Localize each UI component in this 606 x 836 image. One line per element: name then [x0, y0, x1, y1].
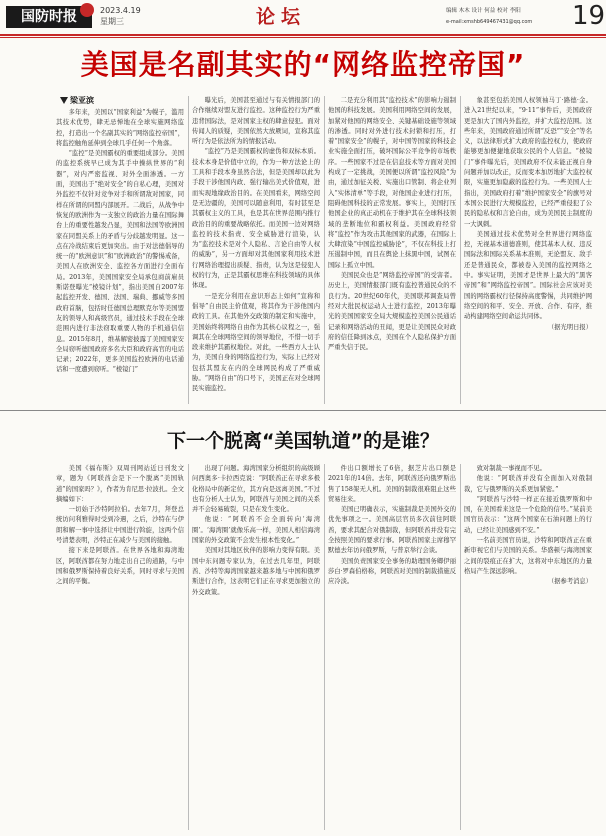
article1-column-1	[56, 108, 184, 406]
article1-byline: 梁亚滨	[70, 96, 94, 105]
paragraph: （据光明日报）	[547, 323, 592, 331]
article2-column-1	[56, 464, 184, 830]
column-divider	[188, 96, 189, 404]
paragraph: 他说：“阿联酋不会全面转向‘海湾圈’。‘海湾圈’就像乐高一样，美国人相信海湾国家的外交政策不会发生根本性变化。”	[192, 516, 320, 545]
article1-column-2	[192, 96, 320, 406]
paragraph: 象甚至包括美国人权领袖马丁·路德·金。进入21世纪以来，“9·11”事件后，美国政府更是加大了国内外监控，并扩大监控范围。这些年来，美国政府通过所谓“反恐”“安全”等名义，以法律形式扩大政府的监控权力，使政府能够更加便捷地获取公民的个人信息。“棱镜门”事件曝光后，美国政府不仅未能正视自身问题并加以改正，反而变本加厉地扩大监控权限，实施更加隐蔽的监控行为。一些美国人士指出，美国政府打着“维护国家安全”的旗号对本国公民进行大规模监控，已经严重侵犯了公民的隐私权和言论自由，成为美国民主制度的一大讽刺。	[464, 97, 592, 228]
paragraph: 美国通过技术优势对全世界进行网络监控，无视基本道德准则，使其基本人权、违反国际法和国际关系基本准则，无论盟友、敌手还是普通民众，都被卷入美国的监控网络之中。事实证明，美国才是世界上最大的“黑客帝国”和“网络监控帝国”。国际社会应该对美国的网络霸权行径保持高度警惕，共同维护网络空间的和平、安全、开放、合作、有序，推动构建网络空间命运共同体。	[464, 230, 592, 321]
issue-date: 2023.4.19	[100, 6, 141, 15]
paragraph: 美国已明确表示，实施制裁是美国外交的优先事项之一。美国高层官员多次前往阿联酋，要求其配合对俄制裁，但阿联酋并没有完全按照美国的要求行事。阿联酋国家主席穆罕默德去年访问俄罗斯，与普京举行会谈。	[328, 506, 456, 555]
paragraph: 多年来，美国以“国家利益”为幌子，滥用其技术优势，肆无忌惮地在全球实施网络监控，打造出一个名副其实的“网络监控帝国”，将监控触角延伸到全球几乎任何一个角落。	[56, 109, 184, 147]
paragraph: （据参考消息）	[547, 578, 592, 586]
contact-email: e-mail:xmshb649467431@qq.com	[446, 19, 533, 25]
paragraph: “监控”乃是美国霸权的虚伪和双标本质。技术本身是价值中立的，作为一种方法论上的工具和手段本身虽然合法，但是美国却以此为手段干涉他国内政、强行输出美式价值观，进而实现地缘政治目的。在美国看来，网络空间是无边疆的，美国可以随意利用，有时甚至是其霸权主义的工具，也是其在世界范围内推行政治目的的重要战略依托。而美国一边对网络监控的技术指责、安全威胁进行渲染，认为“监控技术是对个人隐私、言论自由等人权的威胁”，另一方面却对其他国家利用技术进行网络治理提出质疑、指责，认为这是侵犯人权的行为，正是其霸权思维在科技领域的具体体现。	[192, 148, 320, 290]
paragraph: 美国《福布斯》双周刊网站近日刊发文章，题为《阿联酋会是下一个脱离“美国轨道”的国家吗？》，作者为肯尼思·拉波扎。全文摘编如下：	[56, 465, 184, 503]
byline-triangle-icon	[60, 97, 68, 104]
column-divider	[188, 464, 189, 830]
paragraph: 一切始于沙特阿拉伯。去年7月，拜登总统访问利雅得时受到冷遇，之后，沙特在与伊朗和解一事中选择让中国进行斡旋，这两个信号清楚表明，沙特正在减少与美国的接触。	[56, 506, 184, 545]
paragraph: “监控”是美国霸权的重要组成部分。美国的监控系统早已成为其手中操纵世界的“利器”，对内严密监视、对外全面渗透。一方面，美国出于“绝对安全”的自私心理，美国对外监控不仅针对竞争对手和所谓敌对国家，同样在所谓的同盟内部展开。二战后，从战争中恢复的欧洲作为一支独立的政治力量在国际舞台上的重要性越发凸显，美国和法国等欧洲国家在同盟关系上的矛盾与分歧越发明显。这一点在冷战结束后更加突出。由于对法德倡导的统一的“欧洲意识”和“欧洲政治”的警惕戒备，美国人在欧洲安全、监控各方面进行全面布局。2013年，美国国家安全局承包商前雇员斯诺登曝光“棱镜计划”，指出美国自2007年起监控开发、德国、法国、瑞典、挪威等多国政府首脑，包括时任德国总理默克尔等美国盟友的领导人和高级官员，通过技术手段在全球范围内进行非法窃取重要人物的手机通信信息。2015年8月，维基解密披露了美国国家安全局窃听德国政府多名大臣和政府高官的电话记录；2022年，更多美国监控欧洲的电话通话和一度遭到窃听。“棱镜门”	[56, 150, 184, 374]
section-title: 论坛	[256, 6, 307, 28]
article1-column-3	[328, 96, 456, 406]
red-seal-icon	[80, 3, 94, 17]
editor-credits: 编辑 木木 设计 何益 校对 李阳	[446, 8, 521, 14]
column-divider	[324, 96, 325, 404]
article1-column-4	[464, 96, 592, 406]
column-divider	[324, 464, 325, 830]
paragraph: 美国负责国家安全事务的助理国务卿伊丽莎白·罗森伯格称，阿联酋对美国的制裁措施反应冷淡。	[328, 557, 456, 586]
masthead-rule	[0, 34, 606, 36]
article2-headline: 下一个脱离“美国轨道”的是谁？	[167, 430, 439, 452]
paragraph: 他说：“阿联酋并没有全面加入对俄制裁，它与俄罗斯的关系更加紧密。”	[464, 475, 592, 493]
paragraph: 曝光后，美国甚至通过与有关情报部门的合作继续对盟友进行监控。这种监控行为严重违背国际法，是对国家主权的肆意侵犯。面对传闻人的质疑，美国依然大放厥词，宣称其监听行为是依法所为的情报活动。	[192, 97, 320, 146]
issue-weekday: 星期三	[100, 17, 124, 26]
paragraph: “阿联酋与沙特一样正在接近俄罗斯和中国，在美国看来这是一个危险的信号。”某前美国官员表示：“这两个国家在石油问题上的行动，已经让美国感到不安。”	[464, 495, 592, 534]
article2-column-3	[328, 464, 456, 830]
paragraph: 美国民众也是“网络监控帝国”的受害者。历史上，美国情报部门既有监控普通民众的不良行为。20世纪60年代，美国联邦调查局曾经对大批民权运动人士进行监控，2013年曝光的美国国家安全局大规模监控美国公民通话记录和网络活动的丑闻，更是让美国民众对政府的信任降到冰点，美国在个人隐私保护方面严重失信于民。	[328, 272, 456, 352]
article-separator	[0, 410, 606, 411]
column-divider	[460, 464, 461, 830]
article1-headline: 美国是名副其实的“网络监控帝国”	[80, 48, 526, 81]
masthead-rule-thin	[0, 37, 606, 38]
paragraph: 一名前美国官员说，沙特和阿联酋正在重新审视它们与美国的关系。华盛顿与海湾国家之间的裂痕正在扩大，这将对中东地区的力量格局产生深远影响。	[464, 537, 592, 575]
paragraph: 接下来是阿联酋。在世界各地和海湾地区，阿联酋都在努力地走出自己的道路，与中国和俄罗斯保持着良好关系，同时寻求与美国之间的平衡。	[56, 547, 184, 586]
paragraph: 出现了问题。海湾国家分析组织的高级顾问西奥多·卡拉西克说：“阿联酋正在寻求多极化格局中的新定位，其方向是远离美国。”不过也有分析人士认为，阿联酋与美国之间的关系并不会轻易破裂，只是在发生变化。	[192, 465, 320, 514]
paragraph: 美国对其地区伙伴的影响力变得有限。美国中东问题专家认为，在过去几年里，阿联酋、沙特等海湾国家越来越多地与中国和俄罗斯进行合作，这表明它们正在寻求更加独立的外交政策。	[192, 547, 320, 596]
paragraph: 件出口额增长了6倍，据芝片出口额是2021年的14倍。去年，阿联酋还向俄罗斯出售了158架无人机。美国的制裁很难阻止这些贸易往来。	[328, 465, 456, 503]
newspaper-logo: 国防时报	[6, 6, 92, 28]
article2-column-4	[464, 464, 592, 830]
article2-column-2	[192, 464, 320, 830]
column-divider	[460, 96, 461, 404]
page-number: 19	[572, 1, 606, 31]
paragraph: 致对制裁一事视而不见。	[476, 465, 546, 472]
masthead	[0, 0, 606, 34]
paragraph: 二是充分利用其“监控技术”的影响力遏制他国的科技发展。美国利用网络空间的发展，加紧对他国的网络安全、关键基础设施等领域的渗透。同时对外进行技术封锁和打压，打着“国家安全”的幌子，对中国等国家的科技企业实施全面打压，破坏国际公平竞争的市场秩序。一些国家不过是在信息技术等方面对美国构成了一定挑战，美国便以所谓“监控风险”为由，通过加征关税、实施出口管制、将企业列入“实体清单”等手段，对他国企业进行打压，阻碍他国科技的正常发展。事实上，美国打压他国企业的真正动机在于维护其在全球科技领域的垄断地位和霸权利益。美国政府经常将“监控”作为攻击其他国家的武器，在国际上大肆渲染“中国监控威胁论”，不仅在科技上打压遏制中国，而且在舆论上抹黑中国，试图在国际上孤立中国。	[328, 97, 456, 269]
paragraph: 一是充分利用在意识形态上如何“宣称和倡导”自由民主价值观，将其作为干涉他国内政的工具。在其他外交政策的制定和实施中，美国始终将网络自由作为其核心议程之一，强调其在全球网络空间的领导地位，不惜一切手段来维护其霸权地位。对此，一些西方人士认为，美国自身的网络监控行为，实际上已经对包括其盟友在内的全球网民构成了严重威胁。“网络自由”的口号下，美国正在对全球网民实施监控。	[192, 292, 320, 393]
